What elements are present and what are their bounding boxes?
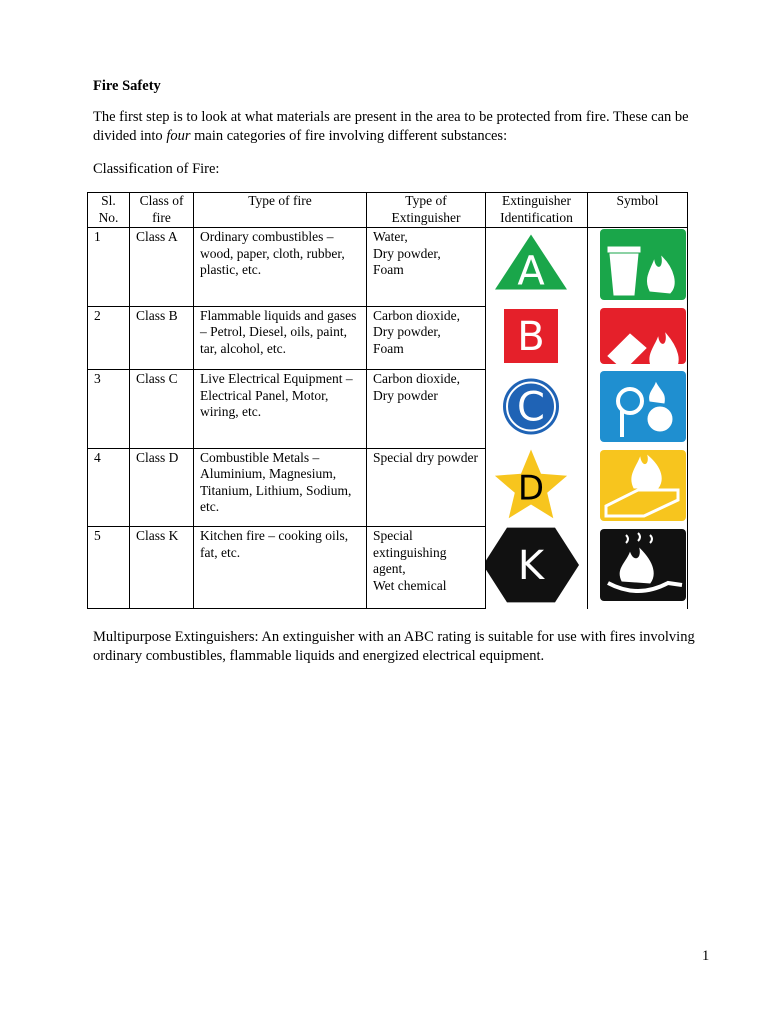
row-sl-number: 3 (88, 370, 130, 449)
metal-fire-icon (588, 449, 688, 522)
fire-classification-table (87, 192, 688, 609)
row-class: Class B (130, 306, 194, 370)
star-d-identification-icon (486, 449, 586, 522)
page-number: 1 (702, 948, 710, 964)
row-symbol (588, 228, 688, 307)
row-symbol (588, 306, 688, 370)
identification-letter: B (517, 313, 545, 360)
bin-fire-icon (588, 228, 688, 301)
intro-emphasis: four (166, 128, 191, 144)
row-sl-number: 2 (88, 306, 130, 370)
row-symbol (588, 448, 688, 527)
table-row (88, 527, 688, 609)
row-class: Class C (130, 370, 194, 449)
table-header-row (88, 193, 688, 228)
page-title: Fire Safety (93, 78, 161, 94)
circle-c-identification-icon (486, 370, 586, 443)
row-fire-type: Flammable liquids and gases – Petrol, Diesel, oils, paint, tar, alcohol, etc. (194, 306, 367, 370)
row-sl-number: 5 (88, 527, 130, 609)
row-class: Class D (130, 448, 194, 527)
row-symbol (588, 370, 688, 449)
header-identification: Extinguisher Identification (486, 193, 588, 228)
header-symbol: Symbol (588, 193, 688, 228)
row-extinguisher: Carbon dioxide, Dry powder (367, 370, 486, 449)
row-fire-type: Ordinary combustibles – wood, paper, cloth, rubber, plastic, etc. (194, 228, 367, 307)
intro-text-end: main categories of fire involving different substances: (190, 128, 508, 144)
row-extinguisher: Water, Dry powder, Foam (367, 228, 486, 307)
row-identification (486, 370, 588, 449)
pan-fire-icon (588, 527, 688, 603)
row-fire-type: Kitchen fire – cooking oils, fat, etc. (194, 527, 367, 609)
identification-letter: K (517, 543, 545, 589)
table-row (88, 370, 688, 449)
header-extinguisher: Type of Extinguisher (367, 193, 486, 228)
row-fire-type: Live Electrical Equipment – Electrical Panel, Motor, wiring, etc. (194, 370, 367, 449)
row-class: Class K (130, 527, 194, 609)
hexagon-k-identification-icon (486, 527, 586, 603)
multipurpose-paragraph: Multipurpose Extinguishers: An extinguisher with an ABC rating is suitable for use with fires involving ordinary combustibles, flammable liquids and energized electrical equipment. (93, 629, 695, 664)
row-identification (486, 306, 588, 370)
row-sl-number: 1 (88, 228, 130, 307)
header-class: Class of fire (130, 193, 194, 228)
row-sl-number: 4 (88, 448, 130, 527)
triangle-a-identification-icon (486, 228, 586, 301)
row-identification (486, 448, 588, 527)
plug-fire-icon (588, 370, 688, 443)
table-row (88, 448, 688, 527)
table-row (88, 306, 688, 370)
identification-letter: D (517, 468, 545, 508)
row-extinguisher: Special extinguishing agent, Wet chemical (367, 527, 486, 609)
header-sl: Sl. No. (88, 193, 130, 228)
identification-letter: C (517, 384, 545, 431)
classification-label: Classification of Fire: (93, 161, 220, 177)
header-type: Type of fire (194, 193, 367, 228)
row-extinguisher: Special dry powder (367, 448, 486, 527)
row-identification (486, 228, 588, 307)
can-fire-icon (588, 307, 688, 365)
intro-paragraph (93, 108, 733, 146)
row-fire-type: Combustible Metals – Aluminium, Magnesium, Titanium, Lithium, Sodium, etc. (194, 448, 367, 527)
row-symbol (588, 527, 688, 609)
intro-text-start: The first step is to look at what materials are present in the area to be protected from fire. These can be divided into (93, 109, 689, 144)
identification-letter: A (517, 248, 545, 295)
row-identification (486, 527, 588, 609)
table-row (88, 228, 688, 307)
row-extinguisher: Carbon dioxide, Dry powder, Foam (367, 306, 486, 370)
row-class: Class A (130, 228, 194, 307)
square-b-identification-icon (486, 307, 586, 365)
